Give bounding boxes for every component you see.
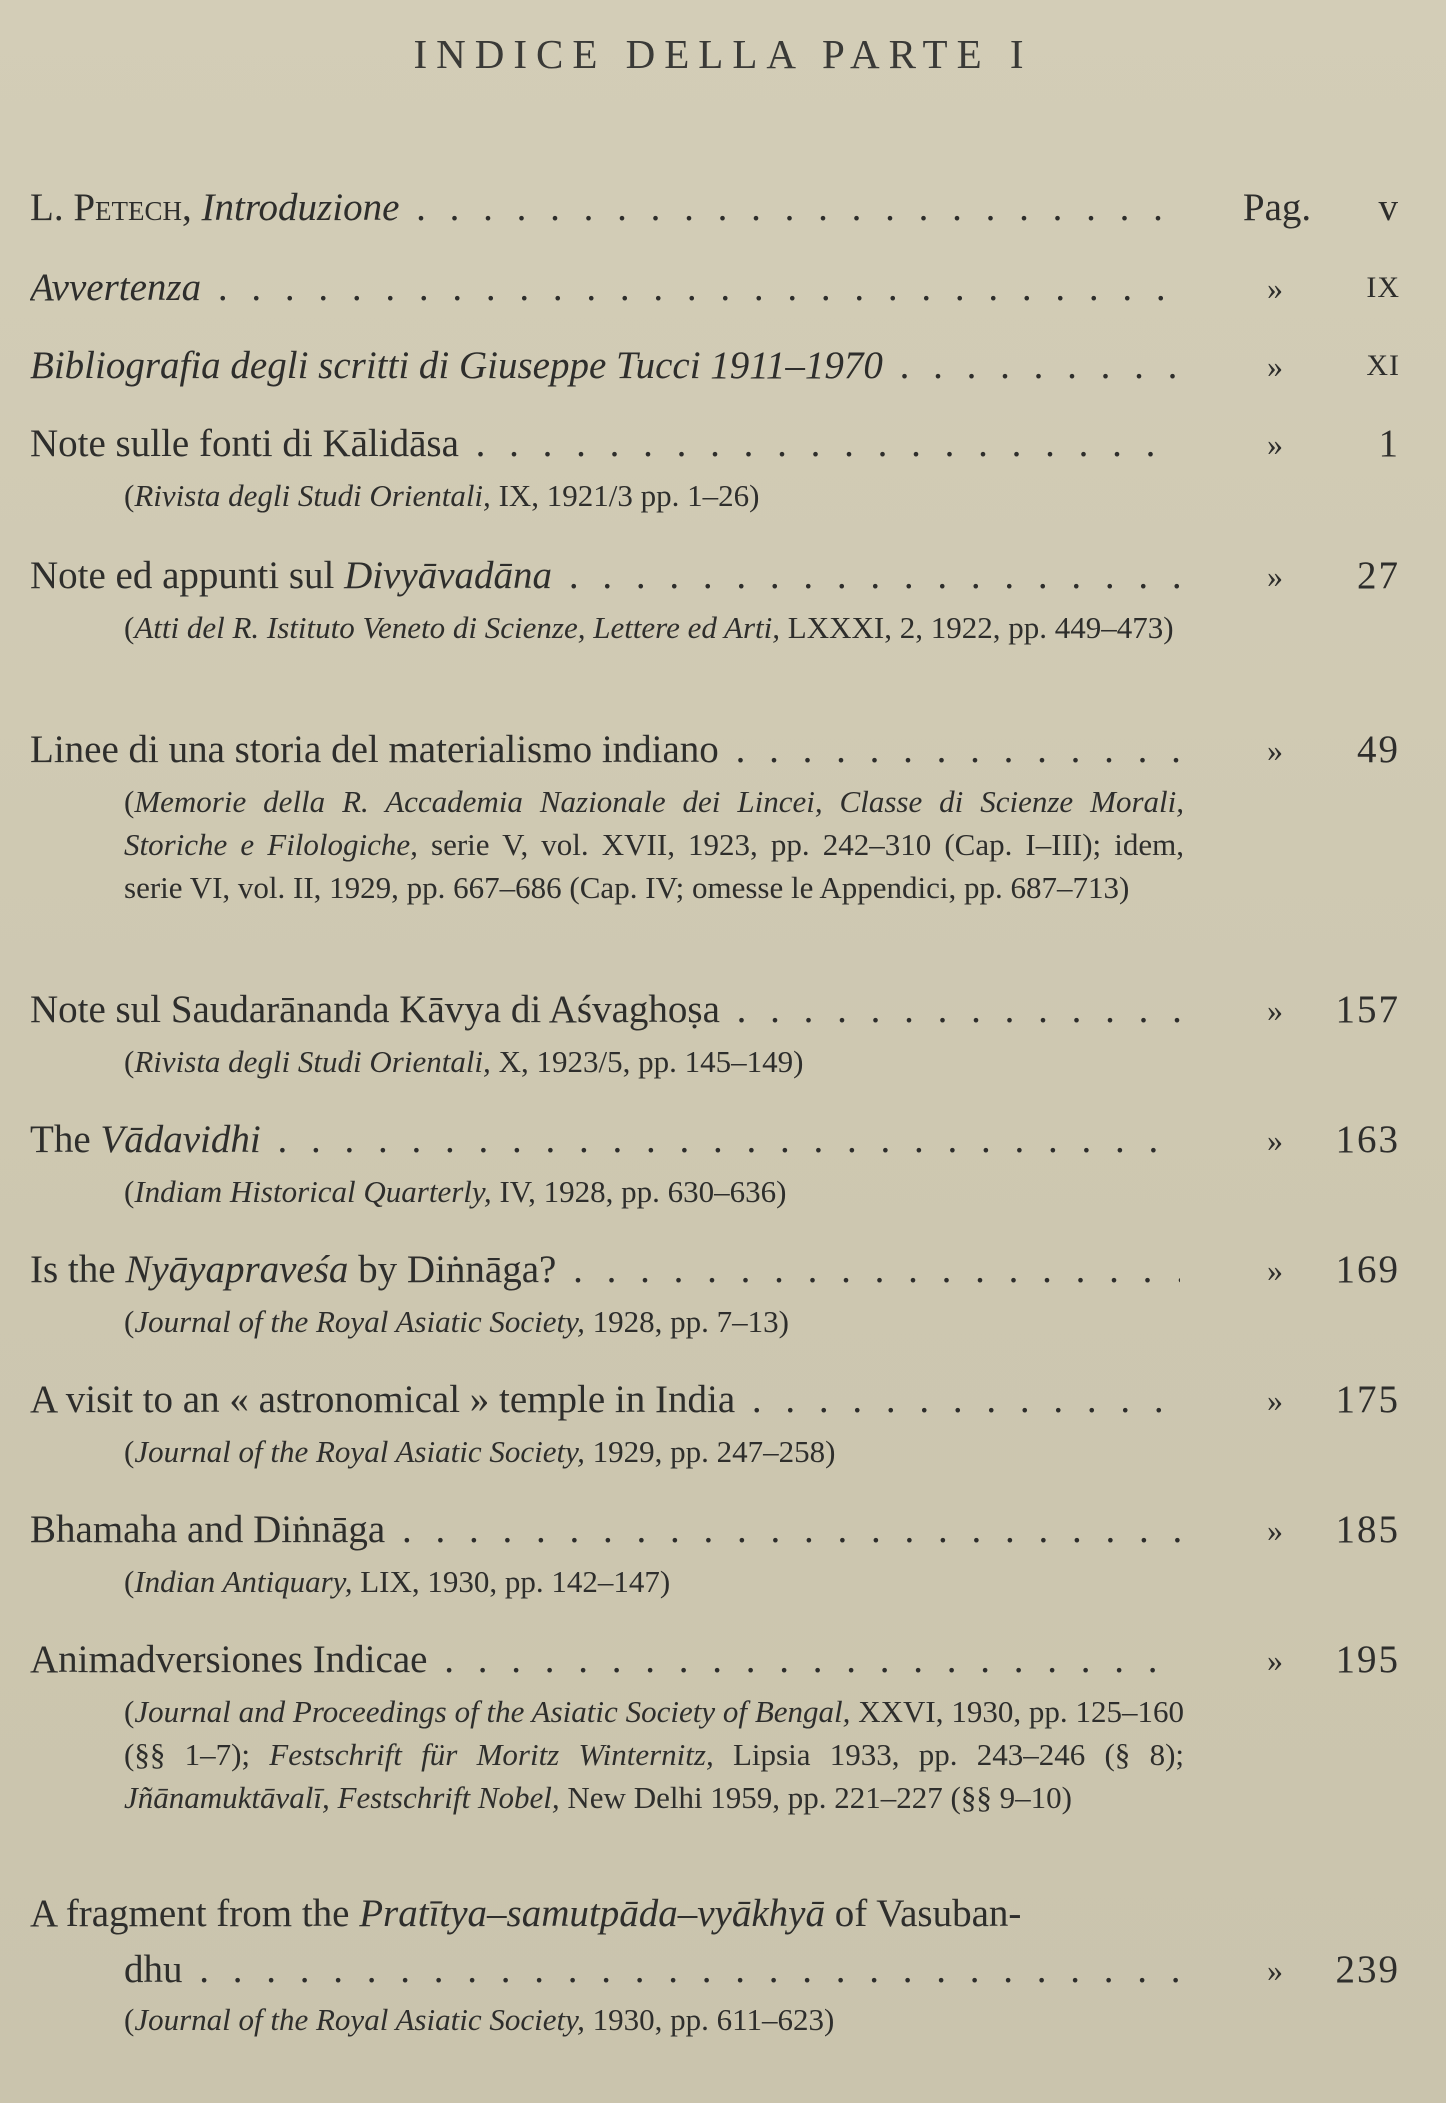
entry-source: (Atti del R. Istituto Veneto di Scienze, Lettere ed Arti, LXXXI, 2, 1922, pp. 449–473) — [124, 610, 1174, 645]
toc-entry[interactable] — [0, 1110, 1446, 1213]
ditto-mark: » — [1267, 992, 1283, 1028]
toc-entry[interactable] — [0, 720, 1446, 909]
entry-title-text: Introduzione — [201, 186, 400, 229]
source-details: Lipsia 1933, pp. 243–246 (§ 8); — [713, 1737, 1185, 1772]
page-number: XI — [1366, 349, 1400, 382]
ditto-mark: » — [1267, 1952, 1283, 1988]
source-details: IV, 1928, pp. 630–636) — [491, 1174, 787, 1209]
page-number: 1 — [1378, 422, 1400, 465]
ditto-mark: » — [1267, 1252, 1283, 1288]
entry-title-text: Is the — [30, 1248, 126, 1291]
page-number: 175 — [1335, 1378, 1400, 1421]
entry-title-text: Bibliografia degli scritti di Giuseppe Tucci 1911–1970 — [30, 344, 883, 387]
ditto-mark: » — [1267, 270, 1283, 306]
entry-title-italic: Divyāvadāna — [344, 554, 553, 597]
entry-title — [30, 1886, 1180, 1942]
ditto-mark: » — [1267, 1642, 1283, 1678]
source-journal: Festschrift für Moritz Winternitz, — [269, 1737, 714, 1772]
source-journal: Rivista degli Studi Orientali, — [134, 1044, 491, 1079]
entry-title-text: Avvertenza — [30, 266, 202, 309]
page-number: 169 — [1335, 1248, 1400, 1291]
page-number: 195 — [1335, 1638, 1400, 1681]
entry-source: (Journal of the Royal Asiatic Society, 1930, pp. 611–623) — [124, 2002, 835, 2037]
source-journal: Memorie della R. Accademia Nazionale dei Lincei, Classe di Scienze Morali, Storiche e Filologiche, — [124, 784, 1184, 862]
entry-title — [30, 546, 1180, 606]
entry-title — [30, 258, 1180, 318]
entry-title-continuation: dhu . . . — [124, 1942, 1180, 1998]
source-details: LXXXI, 2, 1922, pp. 449–473) — [780, 610, 1174, 645]
entry-source: (Journal of the Royal Asiatic Society, 1929, pp. 247–258) — [124, 1434, 836, 1469]
toc-entry[interactable] — [0, 1630, 1446, 1819]
entry-title: Bhamaha and Diṅnāga . . . — [30, 1500, 1180, 1560]
entry-title — [30, 336, 1180, 396]
toc-entry-avvertenza[interactable] — [0, 258, 1446, 318]
source-journal: Jñānamuktāvalī, Festschrift Nobel, — [124, 1780, 560, 1815]
source-journal: Atti del R. Istituto Veneto di Scienze, Lettere ed Arti, — [134, 610, 781, 645]
ditto-mark: » — [1267, 1382, 1283, 1418]
toc-entry[interactable] — [0, 980, 1446, 1083]
entry-title: Linee di una storia del materialismo indiano . . . — [30, 720, 1180, 780]
page-number: 163 — [1335, 1118, 1400, 1161]
entry-title — [30, 1240, 1180, 1300]
page-number: v — [1378, 186, 1400, 229]
source-details: 1930, pp. 611–623) — [584, 2002, 835, 2037]
source-details: IX, 1921/3 pp. 1–26) — [490, 478, 760, 513]
ditto-mark: » — [1267, 558, 1283, 594]
page-title: INDICE DELLA PARTE I — [413, 31, 1033, 77]
entry-title-italic: Pratītya–samutpāda–vyākhyā — [359, 1892, 825, 1935]
toc-entry[interactable] — [0, 1500, 1446, 1603]
page-label: Pag. — [1242, 186, 1312, 229]
entry-source: (Journal of the Royal Asiatic Society, 1928, pp. 7–13) — [124, 1304, 789, 1339]
entry-source: (Rivista degli Studi Orientali, IX, 1921/3 pp. 1–26) — [124, 478, 760, 513]
entry-source: (Indian Antiquary, LIX, 1930, pp. 142–147) — [124, 1564, 671, 1599]
page-number: 239 — [1335, 1948, 1400, 1991]
source-details: serie V, vol. XVII, 1923, pp. 242–310 (Cap. I–III); idem, serie VI, vol. II, 1929, pp. 667–686 (Cap. IV; omesse le Appendici, pp. 687–713) — [124, 827, 1184, 905]
toc-entry-bibliografia[interactable] — [0, 336, 1446, 396]
page-number: 157 — [1335, 988, 1400, 1031]
entry-title-text: A fragment from the — [30, 1892, 360, 1935]
source-details: LIX, 1930, pp. 142–147) — [352, 1564, 671, 1599]
entry-title-after: by Diṅnāga? — [348, 1248, 557, 1291]
entry-title-after: of Vasuban- — [824, 1892, 1022, 1935]
page-number: 185 — [1335, 1508, 1400, 1551]
source-journal: Indian Antiquary, — [134, 1564, 353, 1599]
entry-title — [30, 1110, 1180, 1170]
source-journal: Journal of the Royal Asiatic Society, — [134, 1434, 585, 1469]
entry-title-text: The — [30, 1118, 101, 1161]
entry-source: (Journal and Proceedings of the Asiatic Society of Bengal, XXVI, 1930, pp. 125–160 (§§ 1–7); Festschrift für Moritz Winternitz, Lipsia 1933, pp. 243–246 (§ 8); Jñānamuktāvalī, Festschrift Nobel, New Delhi 1959, pp. 221–227 (§§ 9–10) — [124, 1694, 1185, 1815]
entry-title — [30, 178, 1180, 238]
entry-source: (Indiam Historical Quarterly, IV, 1928, pp. 630–636) — [124, 1174, 787, 1209]
entry-title: A visit to an « astronomical » temple in India . . . — [30, 1370, 1180, 1430]
source-details: 1928, pp. 7–13) — [584, 1304, 789, 1339]
entry-title: Animadversiones Indicae . . . — [30, 1630, 1180, 1690]
entry-source: (Memorie della R. Accademia Nazionale dei Lincei, Classe di Scienze Morali, Storiche e Filologiche, serie V, vol. XVII, 1923, pp. 242–310 (Cap. I–III); idem, serie VI, vol. II, 1929, pp. 667–686 (Cap. IV; omesse le Appendici, pp. 687–713) — [124, 784, 1184, 905]
source-details: New Delhi 1959, pp. 221–227 (§§ 9–10) — [559, 1780, 1072, 1815]
page-number: 27 — [1357, 554, 1400, 597]
source-details: XXVI, 1930, pp. 125–160 (§§ 1–7); — [124, 1694, 1184, 1772]
ditto-mark: » — [1267, 1122, 1283, 1158]
entry-source: (Rivista degli Studi Orientali, X, 1923/5, pp. 145–149) — [124, 1044, 804, 1079]
source-journal: Journal of the Royal Asiatic Society, — [134, 2002, 585, 2037]
source-details: X, 1923/5, pp. 145–149) — [490, 1044, 804, 1079]
toc-entry-introduzione[interactable] — [0, 178, 1446, 238]
toc-entry[interactable] — [0, 414, 1446, 517]
entry-author: L. Petech, — [30, 186, 202, 229]
source-journal: Journal and Proceedings of the Asiatic Society of Bengal, — [134, 1694, 851, 1729]
entry-title-italic: Nyāyapraveśa — [125, 1248, 349, 1291]
source-journal: Journal of the Royal Asiatic Society, — [134, 1304, 585, 1339]
ditto-mark: » — [1267, 348, 1283, 384]
source-journal: Indiam Historical Quarterly, — [134, 1174, 492, 1209]
entry-title: Note sulle fonti di Kālidāsa . . . — [30, 414, 1180, 474]
entry-title-italic: Vādavidhi — [100, 1118, 261, 1161]
entry-title-text: Note ed appunti sul — [30, 554, 345, 597]
toc-entry[interactable] — [0, 546, 1446, 649]
toc-entry[interactable] — [0, 1886, 1446, 2041]
ditto-mark: » — [1267, 732, 1283, 768]
entry-title: Note sul Saudarānanda Kāvya di Aśvaghoṣa . . . — [30, 980, 1180, 1040]
page-number: 49 — [1357, 728, 1400, 771]
source-journal: Rivista degli Studi Orientali, — [134, 478, 491, 513]
ditto-mark: » — [1267, 1512, 1283, 1548]
source-details: 1929, pp. 247–258) — [584, 1434, 836, 1469]
toc-entry[interactable] — [0, 1370, 1446, 1473]
ditto-mark: » — [1267, 426, 1283, 462]
page-number: IX — [1366, 271, 1400, 304]
toc-entry[interactable] — [0, 1240, 1446, 1343]
